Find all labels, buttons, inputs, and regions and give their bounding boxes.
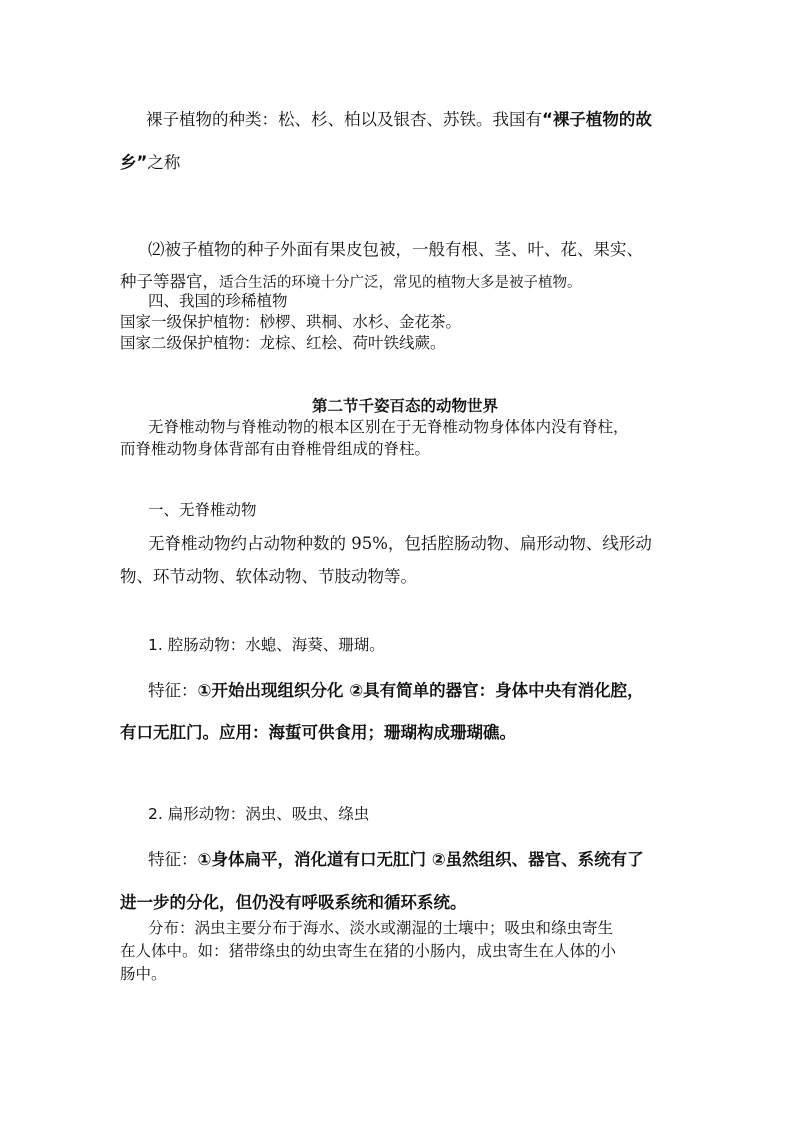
coelenterate-features-line-2: 有口无肛门。应用：海蜇可供食用；珊瑚构成珊瑚礁。 xyxy=(120,723,516,742)
flatworm-features-text: ①身体扁平，消化道有口无肛门 ②虽然组织、器官、系统有了 xyxy=(197,850,644,869)
gymnosperm-types-line-1 xyxy=(146,106,652,130)
intro-line-2: 而脊椎动物身体背部有由脊椎骨组成的脊柱。 xyxy=(120,440,431,458)
invertebrate-heading: 一、无脊椎动物 xyxy=(148,501,257,519)
flatworm-features-label: 特征： xyxy=(148,850,198,869)
section-2-title: 第二节千姿百态的动物世界 xyxy=(312,396,499,415)
intro-line-1: 无脊椎动物与脊椎动物的根本区别在于无脊椎动物身体体内没有脊柱， xyxy=(148,418,629,436)
coelenterate-title: 1. 腔肠动物：水螅、海葵、珊瑚。 xyxy=(148,636,385,654)
flatworm-title: 2. 扁形动物：涡虫、吸虫、绦虫 xyxy=(148,805,370,823)
distribution-line-2: 在人体中。如：猪带绦虫的幼虫寄生在猪的小肠内，成虫寄生在人体的小 xyxy=(120,942,617,960)
distribution-line-1: 分布：涡虫主要分布于海水、淡水或潮湿的土壤中；吸虫和绦虫寄生 xyxy=(148,919,614,937)
angiosperm-habitat-text: 适合生活的环境十分广泛，常见的植物大多是被子植物。 xyxy=(219,275,582,291)
coelenterate-features-text: ①开始出现组织分化 ②具有简单的器官：身体中央有消化腔， xyxy=(197,681,644,700)
invertebrate-line-1: 无脊椎动物约占动物种数的 95%，包括腔肠动物、扁形动物、线形动 xyxy=(148,534,652,553)
distribution-line-3: 肠中。 xyxy=(120,965,167,983)
protected-level-1: 国家一级保护植物：桫椤、珙桐、水杉、金花茶。 xyxy=(120,313,462,331)
coelenterate-features-line-1 xyxy=(148,677,644,701)
coelenterate-features-label: 特征： xyxy=(148,681,198,700)
gymnosperm-title-suffix: 之称 xyxy=(147,153,181,172)
rare-plants-heading: 四、我国的珍稀植物 xyxy=(148,292,288,310)
gymnosperm-types-text: 裸子植物的种类：松、杉、柏以及银杏、苏铁。我国有 xyxy=(146,110,542,129)
gymnosperm-types-line-2 xyxy=(120,149,180,173)
gymnosperm-hometown-text: “裸子植物的故 xyxy=(542,110,652,129)
angiosperm-organs-text: 种子等器官， xyxy=(120,272,219,291)
flatworm-features-line-1 xyxy=(148,846,644,870)
gymnosperm-hometown-end: 乡” xyxy=(120,153,148,172)
invertebrate-line-2: 物、环节动物、软体动物、节肢动物等。 xyxy=(120,567,417,586)
flatworm-features-line-2: 进一步的分化，但仍没有呼吸系统和循环系统。 xyxy=(120,893,467,912)
angiosperm-line-1: ⑵被子植物的种子外面有果皮包被，一般有根、茎、叶、花、果实、 xyxy=(148,240,643,259)
protected-level-2: 国家二级保护植物：龙棕、红桧、荷叶铁线蕨。 xyxy=(120,334,446,352)
